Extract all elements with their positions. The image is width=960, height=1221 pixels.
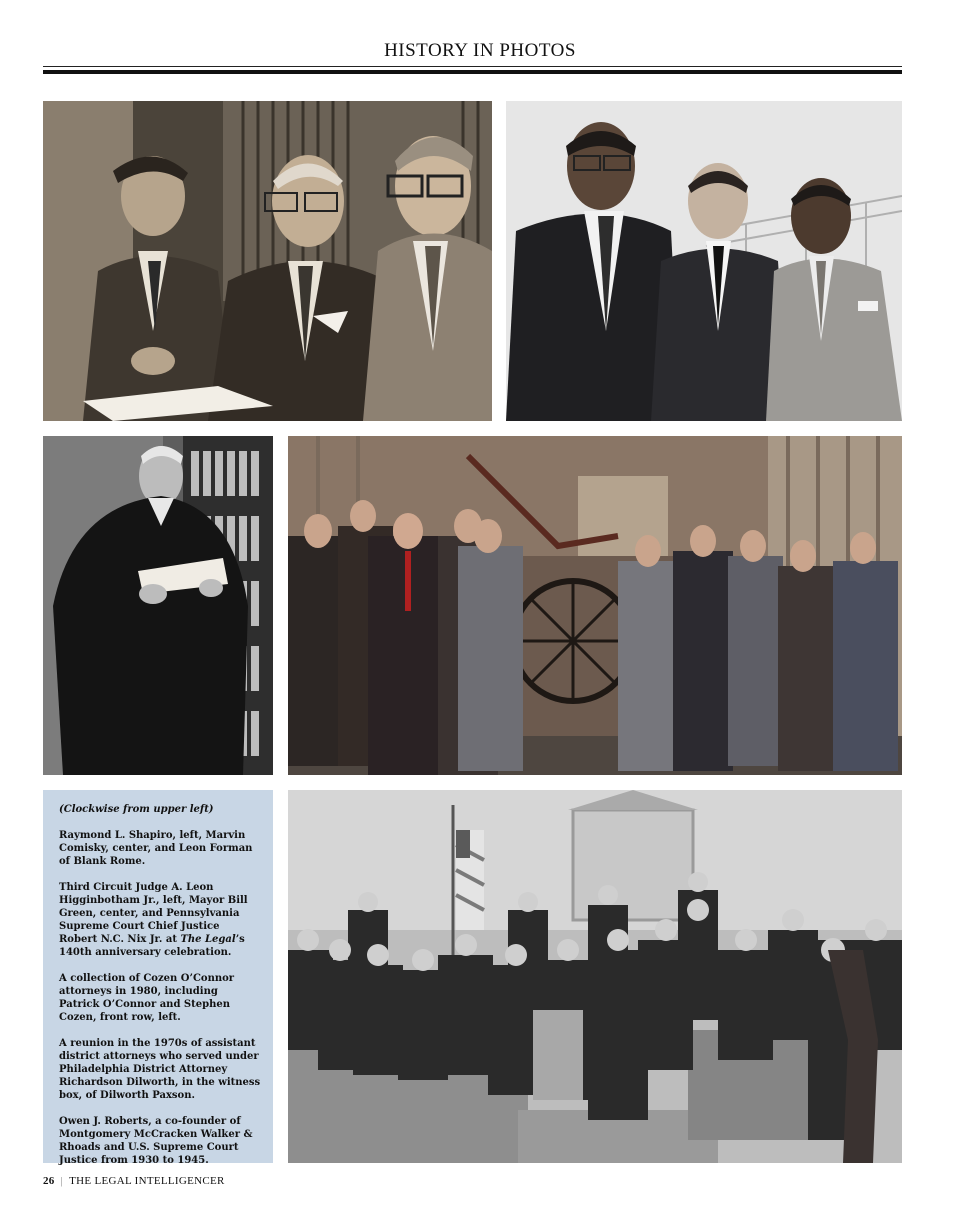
footer-separator: | — [60, 1175, 64, 1187]
caption-shapiro-comisky-forman: Raymond L. Shapiro, left, Marvin Comisky, center, and Leon Forman of Blank Rome. — [59, 830, 253, 867]
photo-captions-box — [43, 790, 273, 1166]
publication-name: THE LEGAL INTELLIGENCER — [69, 1175, 225, 1187]
header-rule-thick — [43, 70, 902, 74]
caption-item2-text-end: ’s 140th anniversary celebration. — [59, 934, 245, 958]
photo-assistant-da-reunion — [288, 790, 902, 1163]
page-footer — [43, 1175, 225, 1187]
caption-cozen-oconnor: A collection of Cozen O’Connor attorneys in 1980, including Patrick O’Connor and Stephen Cozen, front row, left. — [59, 973, 235, 1023]
caption-higginbotham-green-nix — [59, 881, 261, 959]
caption-owen-roberts: Owen J. Roberts, a co-founder of Montgomery McCracken Walker & Rhoads and U.S. Supreme Court Justice from 1930 to 1945. — [59, 1116, 253, 1166]
caption-intro: (Clockwise from upper left) — [59, 804, 214, 815]
photo-judge-mayor-justice — [506, 101, 902, 421]
photo-three-attorneys-document — [43, 101, 492, 421]
caption-item2-text: Third Circuit Judge A. Leon Higginbotham Jr., left, Mayor Bill Green, center, and Pennsylvania Supreme Court Chief Justice Robert N.C. Nix Jr. at — [59, 882, 248, 945]
caption-da-reunion: A reunion in the 1970s of assistant district attorneys who served under Philadelphia District Attorney Richardson Dilworth, in the witness box, of Dilworth Paxson. — [59, 1038, 261, 1101]
header-rule-thin — [43, 66, 902, 67]
page-number: 26 — [43, 1175, 55, 1187]
photo-justice-in-robe — [43, 436, 273, 775]
caption-item2-publication: The Legal — [180, 934, 236, 945]
page-section-title: HISTORY IN PHOTOS — [384, 40, 576, 61]
photo-cozen-oconnor-attorneys-1980 — [288, 436, 902, 775]
